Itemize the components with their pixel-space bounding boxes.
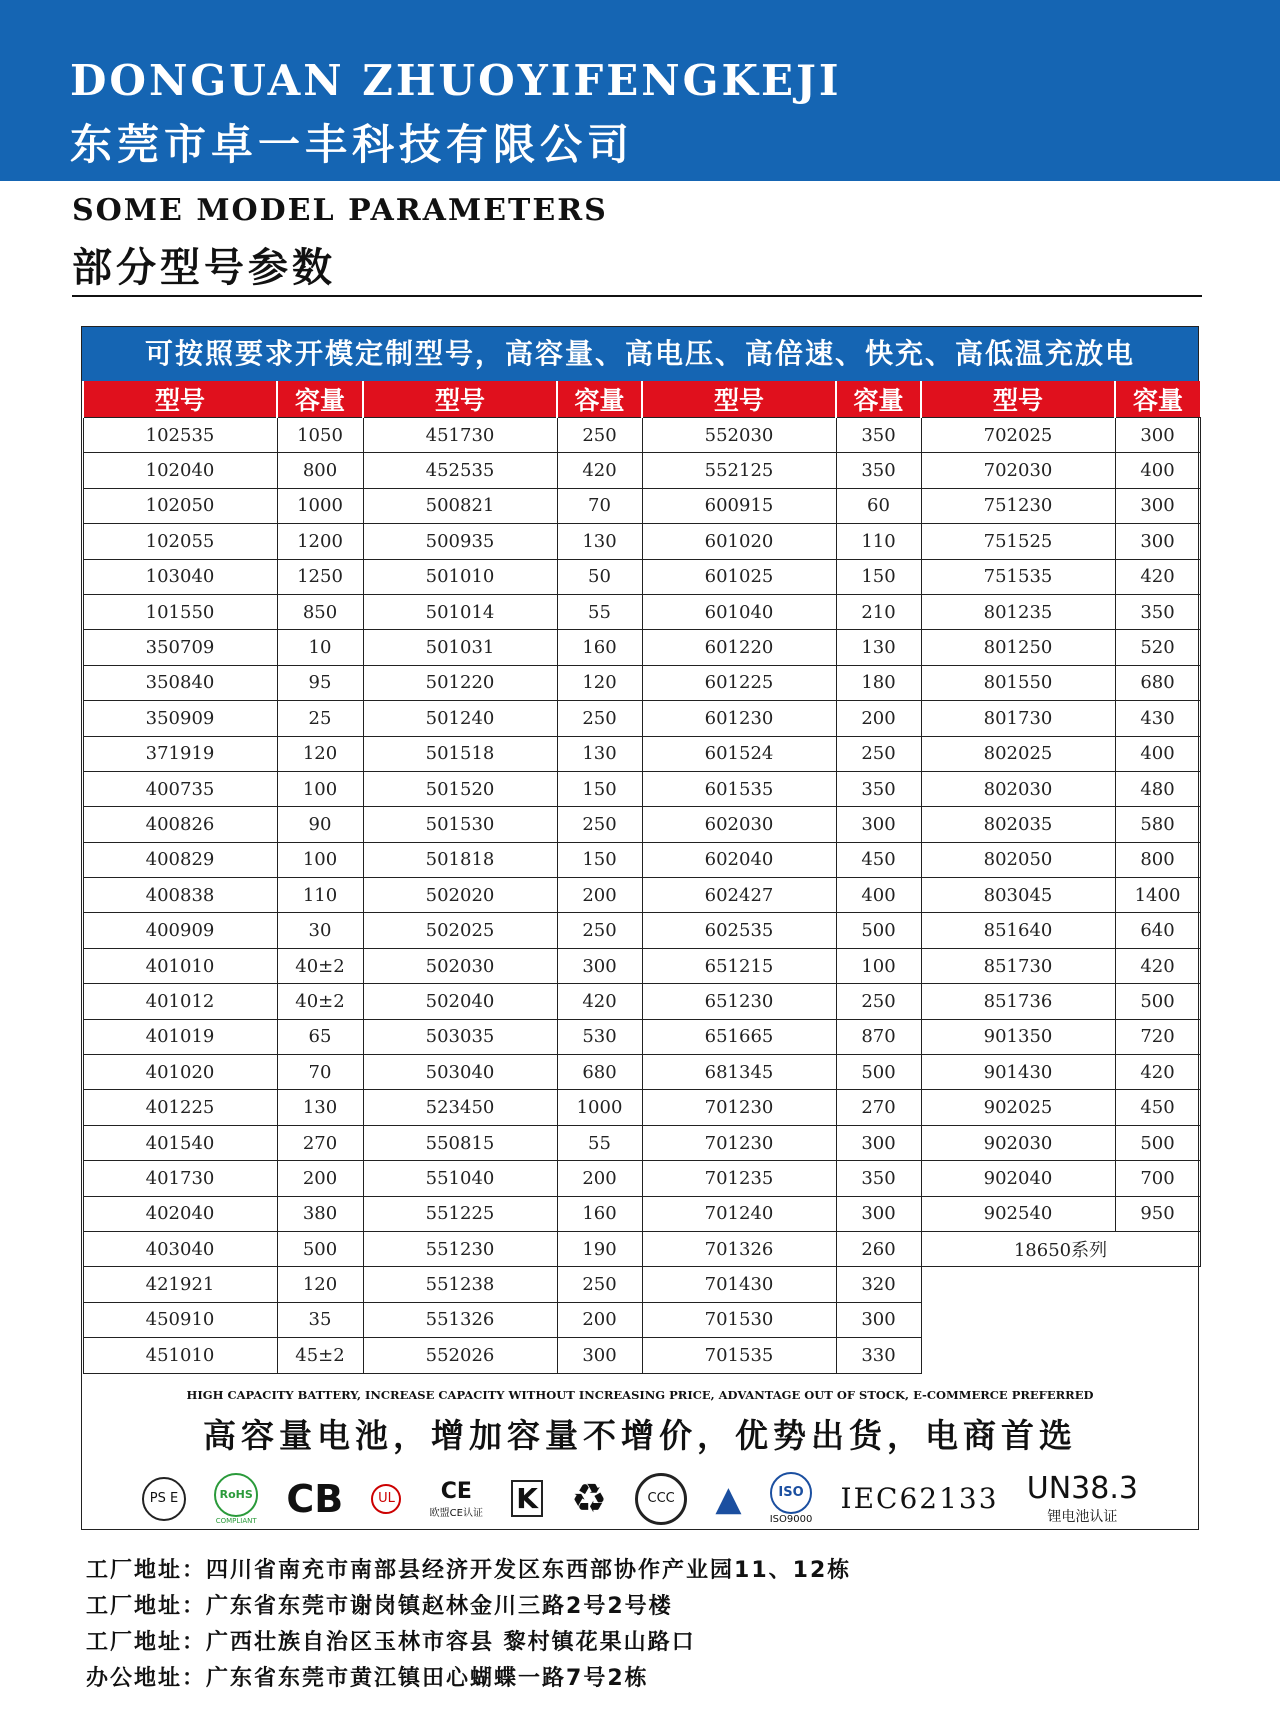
capacity-cell: 380 [277, 1196, 363, 1231]
model-cell: 502020 [363, 878, 557, 913]
model-cell: 503040 [363, 1055, 557, 1090]
capacity-cell: 40±2 [277, 948, 363, 983]
table-row [83, 524, 1200, 559]
capacity-cell: 640 [1115, 913, 1200, 948]
capacity-cell: 580 [1115, 807, 1200, 842]
model-cell: 751535 [921, 559, 1115, 594]
model-cell: 501220 [363, 665, 557, 700]
model-cell: 851640 [921, 913, 1115, 948]
table-row [83, 594, 1200, 629]
model-cell: 502030 [363, 948, 557, 983]
section-title-cn: 部分型号参数 [72, 245, 336, 291]
capacity-cell: 130 [557, 524, 642, 559]
empty-cell [921, 1338, 1200, 1373]
slogan-en: HIGH CAPACITY BATTERY, INCREASE CAPACITY WITHOUT INCREASING PRICE, ADVANTAGE OUT OF STOCK, E-COMMERCE PREFERRED [186, 1387, 1094, 1402]
model-cell: 801730 [921, 701, 1115, 736]
capacity-cell: 50 [557, 559, 642, 594]
header-model: 型号 [642, 381, 836, 418]
model-cell: 402040 [83, 1196, 277, 1231]
model-cell: 400909 [83, 913, 277, 948]
capacity-cell: 300 [836, 1125, 921, 1160]
model-cell: 400826 [83, 807, 277, 842]
capacity-cell: 350 [836, 1161, 921, 1196]
model-cell: 401010 [83, 948, 277, 983]
header-capacity: 容量 [277, 381, 363, 418]
capacity-cell: 95 [277, 665, 363, 700]
address-line [86, 1661, 851, 1697]
capacity-cell: 330 [836, 1338, 921, 1373]
capacity-cell: 250 [836, 736, 921, 771]
un-label: UN38.3 [1026, 1471, 1138, 1507]
capacity-cell: 190 [557, 1231, 642, 1266]
table-row [83, 418, 1200, 453]
model-cell: 651215 [642, 948, 836, 983]
capacity-cell: 1250 [277, 559, 363, 594]
rohs-sub: COMPLIANT [215, 1516, 257, 1525]
certifications-row [82, 1469, 1198, 1529]
capacity-cell: 480 [1115, 771, 1200, 806]
header-model: 型号 [83, 381, 277, 418]
capacity-cell: 300 [836, 807, 921, 842]
ul-logo: UL [371, 1484, 401, 1514]
model-cell: 902540 [921, 1196, 1115, 1231]
model-cell: 802050 [921, 842, 1115, 877]
model-cell: 851730 [921, 948, 1115, 983]
model-cell: 701230 [642, 1090, 836, 1125]
company-name-en: DONGUAN ZHUOYIFENGKEJI [70, 56, 842, 105]
address-line [86, 1553, 851, 1589]
address-line [86, 1589, 851, 1625]
ccc-logo: CCC [635, 1473, 687, 1525]
capacity-cell: 260 [836, 1231, 921, 1266]
model-cell: 701235 [642, 1161, 836, 1196]
capacity-cell: 870 [836, 1019, 921, 1054]
model-cell: 401020 [83, 1055, 277, 1090]
model-cell: 551230 [363, 1231, 557, 1266]
table-row [83, 488, 1200, 523]
model-cell: 601230 [642, 701, 836, 736]
table-row [83, 630, 1200, 665]
table-row [83, 665, 1200, 700]
capacity-cell: 130 [557, 736, 642, 771]
capacity-cell: 110 [277, 878, 363, 913]
capacity-cell: 300 [1115, 524, 1200, 559]
table-row [83, 736, 1200, 771]
pse-logo: PS E [142, 1477, 186, 1521]
model-cell: 851736 [921, 984, 1115, 1019]
model-cell: 500821 [363, 488, 557, 523]
table-row [83, 913, 1200, 948]
header-capacity: 容量 [557, 381, 642, 418]
model-cell: 452535 [363, 453, 557, 488]
model-cell: 701535 [642, 1338, 836, 1373]
header-capacity: 容量 [1115, 381, 1200, 418]
model-cell: 552026 [363, 1338, 557, 1373]
model-cell: 103040 [83, 559, 277, 594]
address-line [86, 1625, 851, 1661]
address-label: 工厂地址： [86, 1594, 207, 1619]
capacity-cell: 400 [1115, 453, 1200, 488]
model-cell: 501010 [363, 559, 557, 594]
model-cell: 371919 [83, 736, 277, 771]
un-sub: 锂电池认证 [1047, 1509, 1118, 1526]
header-model: 型号 [363, 381, 557, 418]
table-row [83, 1231, 1200, 1266]
capacity-cell: 350 [1115, 594, 1200, 629]
capacity-cell: 950 [1115, 1196, 1200, 1231]
model-cell: 401540 [83, 1125, 277, 1160]
model-cell: 601020 [642, 524, 836, 559]
model-cell: 502025 [363, 913, 557, 948]
model-cell: 350709 [83, 630, 277, 665]
model-cell: 601524 [642, 736, 836, 771]
capacity-cell: 1000 [557, 1090, 642, 1125]
capacity-cell: 70 [277, 1055, 363, 1090]
capacity-cell: 1000 [277, 488, 363, 523]
model-cell: 601225 [642, 665, 836, 700]
capacity-cell: 200 [557, 1302, 642, 1337]
capacity-cell: 200 [557, 878, 642, 913]
model-cell: 602535 [642, 913, 836, 948]
model-cell: 651665 [642, 1019, 836, 1054]
capacity-cell: 120 [277, 1267, 363, 1302]
model-cell: 501530 [363, 807, 557, 842]
model-cell: 102535 [83, 418, 277, 453]
section-title-en: SOME MODEL PARAMETERS [72, 193, 608, 228]
model-cell: 403040 [83, 1231, 277, 1266]
table-row [83, 1019, 1200, 1054]
table-row [83, 842, 1200, 877]
table-row [83, 984, 1200, 1019]
capacity-cell: 500 [1115, 984, 1200, 1019]
iso-logo [770, 1472, 813, 1525]
kc-logo: K [511, 1480, 543, 1517]
recycle-icon: ♻ [571, 1475, 607, 1522]
model-cell: 701240 [642, 1196, 836, 1231]
model-cell: 702025 [921, 418, 1115, 453]
model-cell: 681345 [642, 1055, 836, 1090]
model-cell: 421921 [83, 1267, 277, 1302]
customization-banner: 可按照要求开模定制型号，高容量、高电压、高倍速、快充、高低温充放电 [82, 327, 1198, 381]
capacity-cell: 270 [836, 1090, 921, 1125]
model-cell: 400838 [83, 878, 277, 913]
model-cell: 801235 [921, 594, 1115, 629]
capacity-cell: 250 [836, 984, 921, 1019]
capacity-cell: 250 [557, 701, 642, 736]
capacity-cell: 250 [557, 1267, 642, 1302]
table-row [83, 1161, 1200, 1196]
capacity-cell: 1200 [277, 524, 363, 559]
table-row [83, 1302, 1200, 1337]
capacity-cell: 250 [557, 418, 642, 453]
model-cell: 602030 [642, 807, 836, 842]
capacity-cell: 500 [836, 1055, 921, 1090]
capacity-cell: 150 [557, 771, 642, 806]
model-cell: 503035 [363, 1019, 557, 1054]
capacity-cell: 55 [557, 1125, 642, 1160]
capacity-cell: 250 [557, 807, 642, 842]
model-cell: 501520 [363, 771, 557, 806]
capacity-cell: 800 [1115, 842, 1200, 877]
capacity-cell: 65 [277, 1019, 363, 1054]
capacity-cell: 800 [277, 453, 363, 488]
rohs-logo [214, 1473, 258, 1525]
model-cell: 802035 [921, 807, 1115, 842]
ce-mark: CE [440, 1478, 472, 1504]
capacity-cell: 150 [557, 842, 642, 877]
capacity-cell: 300 [836, 1302, 921, 1337]
capacity-cell: 680 [1115, 665, 1200, 700]
capacity-cell: 520 [1115, 630, 1200, 665]
capacity-cell: 100 [277, 771, 363, 806]
iso-sub: ISO9000 [769, 1514, 813, 1526]
model-cell: 751230 [921, 488, 1115, 523]
capacity-cell: 420 [557, 984, 642, 1019]
slogan-cn: 高容量电池，增加容量不增价，优势出货，电商首选 [203, 1415, 1077, 1455]
address-text: 广西壮族自治区玉林市容县 黎村镇花果山路口 [206, 1630, 696, 1655]
model-cell: 801550 [921, 665, 1115, 700]
capacity-cell: 350 [836, 771, 921, 806]
model-cell: 602427 [642, 878, 836, 913]
capacity-cell: 30 [277, 913, 363, 948]
table-row [83, 1338, 1200, 1373]
model-cell: 451010 [83, 1338, 277, 1373]
parameters-panel [81, 326, 1199, 1530]
model-cell: 701430 [642, 1267, 836, 1302]
capacity-cell: 200 [557, 1161, 642, 1196]
capacity-cell: 200 [836, 701, 921, 736]
capacity-cell: 160 [557, 630, 642, 665]
address-label: 办公地址： [86, 1666, 207, 1691]
address-text: 广东省东莞市黄江镇田心蝴蝶一路7号2栋 [206, 1666, 649, 1691]
capacity-cell: 680 [557, 1055, 642, 1090]
capacity-cell: 530 [557, 1019, 642, 1054]
capacity-cell: 300 [557, 1338, 642, 1373]
header-model: 型号 [921, 381, 1115, 418]
model-cell: 651230 [642, 984, 836, 1019]
model-cell: 901430 [921, 1055, 1115, 1090]
model-cell: 501031 [363, 630, 557, 665]
model-cell: 401730 [83, 1161, 277, 1196]
model-cell: 401225 [83, 1090, 277, 1125]
ce-sub: 欧盟CE认证 [429, 1507, 483, 1519]
capacity-cell: 350 [836, 418, 921, 453]
model-cell: 552030 [642, 418, 836, 453]
model-cell: 901350 [921, 1019, 1115, 1054]
capacity-cell: 420 [1115, 948, 1200, 983]
model-cell: 803045 [921, 878, 1115, 913]
model-cell: 400735 [83, 771, 277, 806]
model-cell: 801250 [921, 630, 1115, 665]
table-row [83, 948, 1200, 983]
capacity-cell: 720 [1115, 1019, 1200, 1054]
model-cell: 550815 [363, 1125, 557, 1160]
table-row [83, 1090, 1200, 1125]
model-cell: 902040 [921, 1161, 1115, 1196]
model-cell: 501014 [363, 594, 557, 629]
model-cell: 802025 [921, 736, 1115, 771]
model-cell: 552125 [642, 453, 836, 488]
capacity-cell: 250 [557, 913, 642, 948]
table-row [83, 559, 1200, 594]
table-header-row [83, 381, 1200, 418]
capacity-cell: 120 [277, 736, 363, 771]
table-row [83, 701, 1200, 736]
model-cell: 701530 [642, 1302, 836, 1337]
capacity-cell: 420 [557, 453, 642, 488]
address-text: 广东省东莞市谢岗镇赵林金川三路2号2号楼 [206, 1594, 673, 1619]
capacity-cell: 850 [277, 594, 363, 629]
rohs-icon: RoHS [214, 1473, 258, 1517]
address-list [86, 1553, 851, 1697]
capacity-cell: 400 [1115, 736, 1200, 771]
model-cell: 102055 [83, 524, 277, 559]
model-cell: 350909 [83, 701, 277, 736]
model-cell: 501518 [363, 736, 557, 771]
empty-cell [921, 1267, 1200, 1302]
model-cell: 500935 [363, 524, 557, 559]
capacity-cell: 100 [836, 948, 921, 983]
capacity-cell: 300 [1115, 488, 1200, 523]
capacity-cell: 500 [836, 913, 921, 948]
ce-logo [430, 1479, 483, 1519]
divider [72, 295, 1202, 297]
model-cell: 702030 [921, 453, 1115, 488]
capacity-cell: 210 [836, 594, 921, 629]
table-row [83, 807, 1200, 842]
cb-logo: CB [286, 1476, 344, 1521]
model-cell: 701326 [642, 1231, 836, 1266]
model-cell: 451730 [363, 418, 557, 453]
capacity-cell: 300 [557, 948, 642, 983]
model-cell: 401019 [83, 1019, 277, 1054]
table-row [83, 1125, 1200, 1160]
capacity-cell: 130 [277, 1090, 363, 1125]
model-cell: 902030 [921, 1125, 1115, 1160]
model-cell: 102050 [83, 488, 277, 523]
model-table [82, 381, 1201, 1374]
empty-cell [921, 1302, 1200, 1337]
capacity-cell: 430 [1115, 701, 1200, 736]
model-cell: 802030 [921, 771, 1115, 806]
model-cell: 551040 [363, 1161, 557, 1196]
model-cell: 701230 [642, 1125, 836, 1160]
model-cell: 400829 [83, 842, 277, 877]
table-row [83, 771, 1200, 806]
capacity-cell: 40±2 [277, 984, 363, 1019]
model-cell: 401012 [83, 984, 277, 1019]
model-cell: 523450 [363, 1090, 557, 1125]
iso-icon: ISO [770, 1472, 812, 1514]
capacity-cell: 160 [557, 1196, 642, 1231]
capacity-cell: 1050 [277, 418, 363, 453]
capacity-cell: 420 [1115, 559, 1200, 594]
capacity-cell: 500 [277, 1231, 363, 1266]
model-cell: 102040 [83, 453, 277, 488]
model-cell: 551326 [363, 1302, 557, 1337]
capacity-cell: 400 [836, 878, 921, 913]
capacity-cell: 300 [1115, 418, 1200, 453]
capacity-cell: 25 [277, 701, 363, 736]
table-row [83, 878, 1200, 913]
capacity-cell: 270 [277, 1125, 363, 1160]
capacity-cell: 120 [557, 665, 642, 700]
model-cell: 902025 [921, 1090, 1115, 1125]
capacity-cell: 10 [277, 630, 363, 665]
company-name-cn: 东莞市卓一丰科技有限公司 [70, 120, 635, 169]
model-cell: 751525 [921, 524, 1115, 559]
capacity-cell: 100 [277, 842, 363, 877]
capacity-cell: 45±2 [277, 1338, 363, 1373]
table-row [83, 453, 1200, 488]
capacity-cell: 70 [557, 488, 642, 523]
capacity-cell: 35 [277, 1302, 363, 1337]
address-text: 四川省南充市南部县经济开发区东西部协作产业园11、12栋 [206, 1558, 852, 1583]
iec-label: IEC62133 [840, 1482, 999, 1516]
capacity-cell: 350 [836, 453, 921, 488]
header-capacity: 容量 [836, 381, 921, 418]
capacity-cell: 55 [557, 594, 642, 629]
capacity-cell: 500 [1115, 1125, 1200, 1160]
model-cell: 602040 [642, 842, 836, 877]
model-cell: 601220 [642, 630, 836, 665]
capacity-cell: 150 [836, 559, 921, 594]
address-label: 工厂地址： [86, 1630, 207, 1655]
model-cell: 502040 [363, 984, 557, 1019]
model-cell: 501240 [363, 701, 557, 736]
capacity-cell: 90 [277, 807, 363, 842]
table-row [83, 1055, 1200, 1090]
capacity-cell: 60 [836, 488, 921, 523]
bis-logo: ▲ [715, 1478, 742, 1519]
model-cell: 551238 [363, 1267, 557, 1302]
model-cell: 601535 [642, 771, 836, 806]
capacity-cell: 320 [836, 1267, 921, 1302]
table-row [83, 1267, 1200, 1302]
capacity-cell: 700 [1115, 1161, 1200, 1196]
capacity-cell: 300 [836, 1196, 921, 1231]
capacity-cell: 450 [1115, 1090, 1200, 1125]
model-cell: 450910 [83, 1302, 277, 1337]
model-cell: 501818 [363, 842, 557, 877]
model-cell: 601040 [642, 594, 836, 629]
series-note: 18650系列 [921, 1231, 1200, 1266]
model-cell: 551225 [363, 1196, 557, 1231]
model-cell: 101550 [83, 594, 277, 629]
header-banner [0, 0, 1280, 181]
table-row [83, 1196, 1200, 1231]
model-cell: 350840 [83, 665, 277, 700]
capacity-cell: 450 [836, 842, 921, 877]
model-cell: 601025 [642, 559, 836, 594]
address-label: 工厂地址： [86, 1558, 207, 1583]
capacity-cell: 200 [277, 1161, 363, 1196]
un-logo [1027, 1471, 1138, 1526]
capacity-cell: 110 [836, 524, 921, 559]
model-cell: 600915 [642, 488, 836, 523]
capacity-cell: 420 [1115, 1055, 1200, 1090]
capacity-cell: 130 [836, 630, 921, 665]
capacity-cell: 180 [836, 665, 921, 700]
capacity-cell: 1400 [1115, 878, 1200, 913]
